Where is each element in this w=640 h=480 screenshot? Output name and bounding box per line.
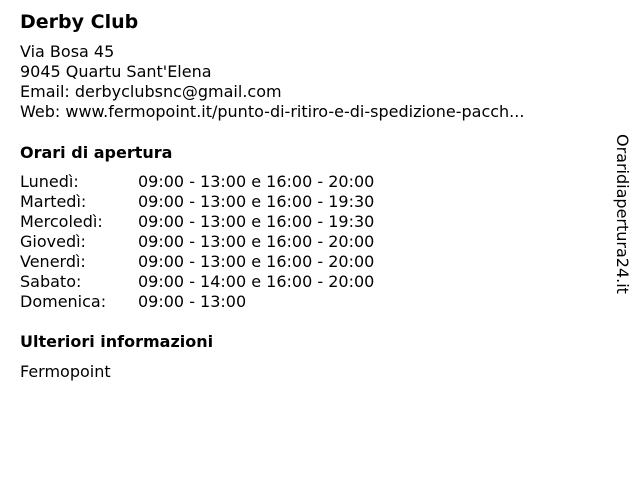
time-range: 09:00 - 13:00 xyxy=(138,292,247,311)
day-label: Domenica: xyxy=(20,292,107,311)
email-line: Email: derbyclubsnc@gmail.com xyxy=(20,82,282,101)
time-range: 09:00 - 13:00 e 16:00 - 20:00 xyxy=(138,252,375,271)
day-label: Sabato: xyxy=(20,272,82,291)
time-range: 09:00 - 13:00 e 16:00 - 20:00 xyxy=(138,172,375,191)
day-label: Lunedì: xyxy=(20,172,79,191)
address-line-2: 9045 Quartu Sant'Elena xyxy=(20,62,212,81)
web-line: Web: www.fermopoint.it/punto-di-ritiro-e-di-spedizione-pacch... xyxy=(20,102,525,121)
hours-row-friday xyxy=(20,252,600,272)
more-info-text: Fermopoint xyxy=(20,362,111,381)
business-name: Derby Club xyxy=(20,11,139,33)
business-card xyxy=(20,10,600,382)
day-label: Giovedì: xyxy=(20,232,86,251)
day-label: Mercoledì: xyxy=(20,212,103,231)
hours-row-thursday xyxy=(20,232,600,252)
site-watermark-text: Oraridiapertura24.it xyxy=(613,134,632,294)
day-label: Martedì: xyxy=(20,192,87,211)
more-info-title: Ulteriori informazioni xyxy=(20,332,214,351)
address-line-1: Via Bosa 45 xyxy=(20,42,115,61)
hours-row-monday xyxy=(20,172,600,192)
hours-row-tuesday xyxy=(20,192,600,212)
hours-row-saturday xyxy=(20,272,600,292)
opening-hours-title: Orari di apertura xyxy=(20,143,173,162)
time-range: 09:00 - 13:00 e 16:00 - 20:00 xyxy=(138,232,375,251)
site-watermark xyxy=(612,134,632,314)
day-label: Venerdì: xyxy=(20,252,86,271)
time-range: 09:00 - 14:00 e 16:00 - 20:00 xyxy=(138,272,375,291)
hours-row-wednesday xyxy=(20,212,600,232)
opening-hours-list xyxy=(20,172,600,312)
time-range: 09:00 - 13:00 e 16:00 - 19:30 xyxy=(138,212,375,231)
hours-row-sunday xyxy=(20,292,600,312)
time-range: 09:00 - 13:00 e 16:00 - 19:30 xyxy=(138,192,375,211)
